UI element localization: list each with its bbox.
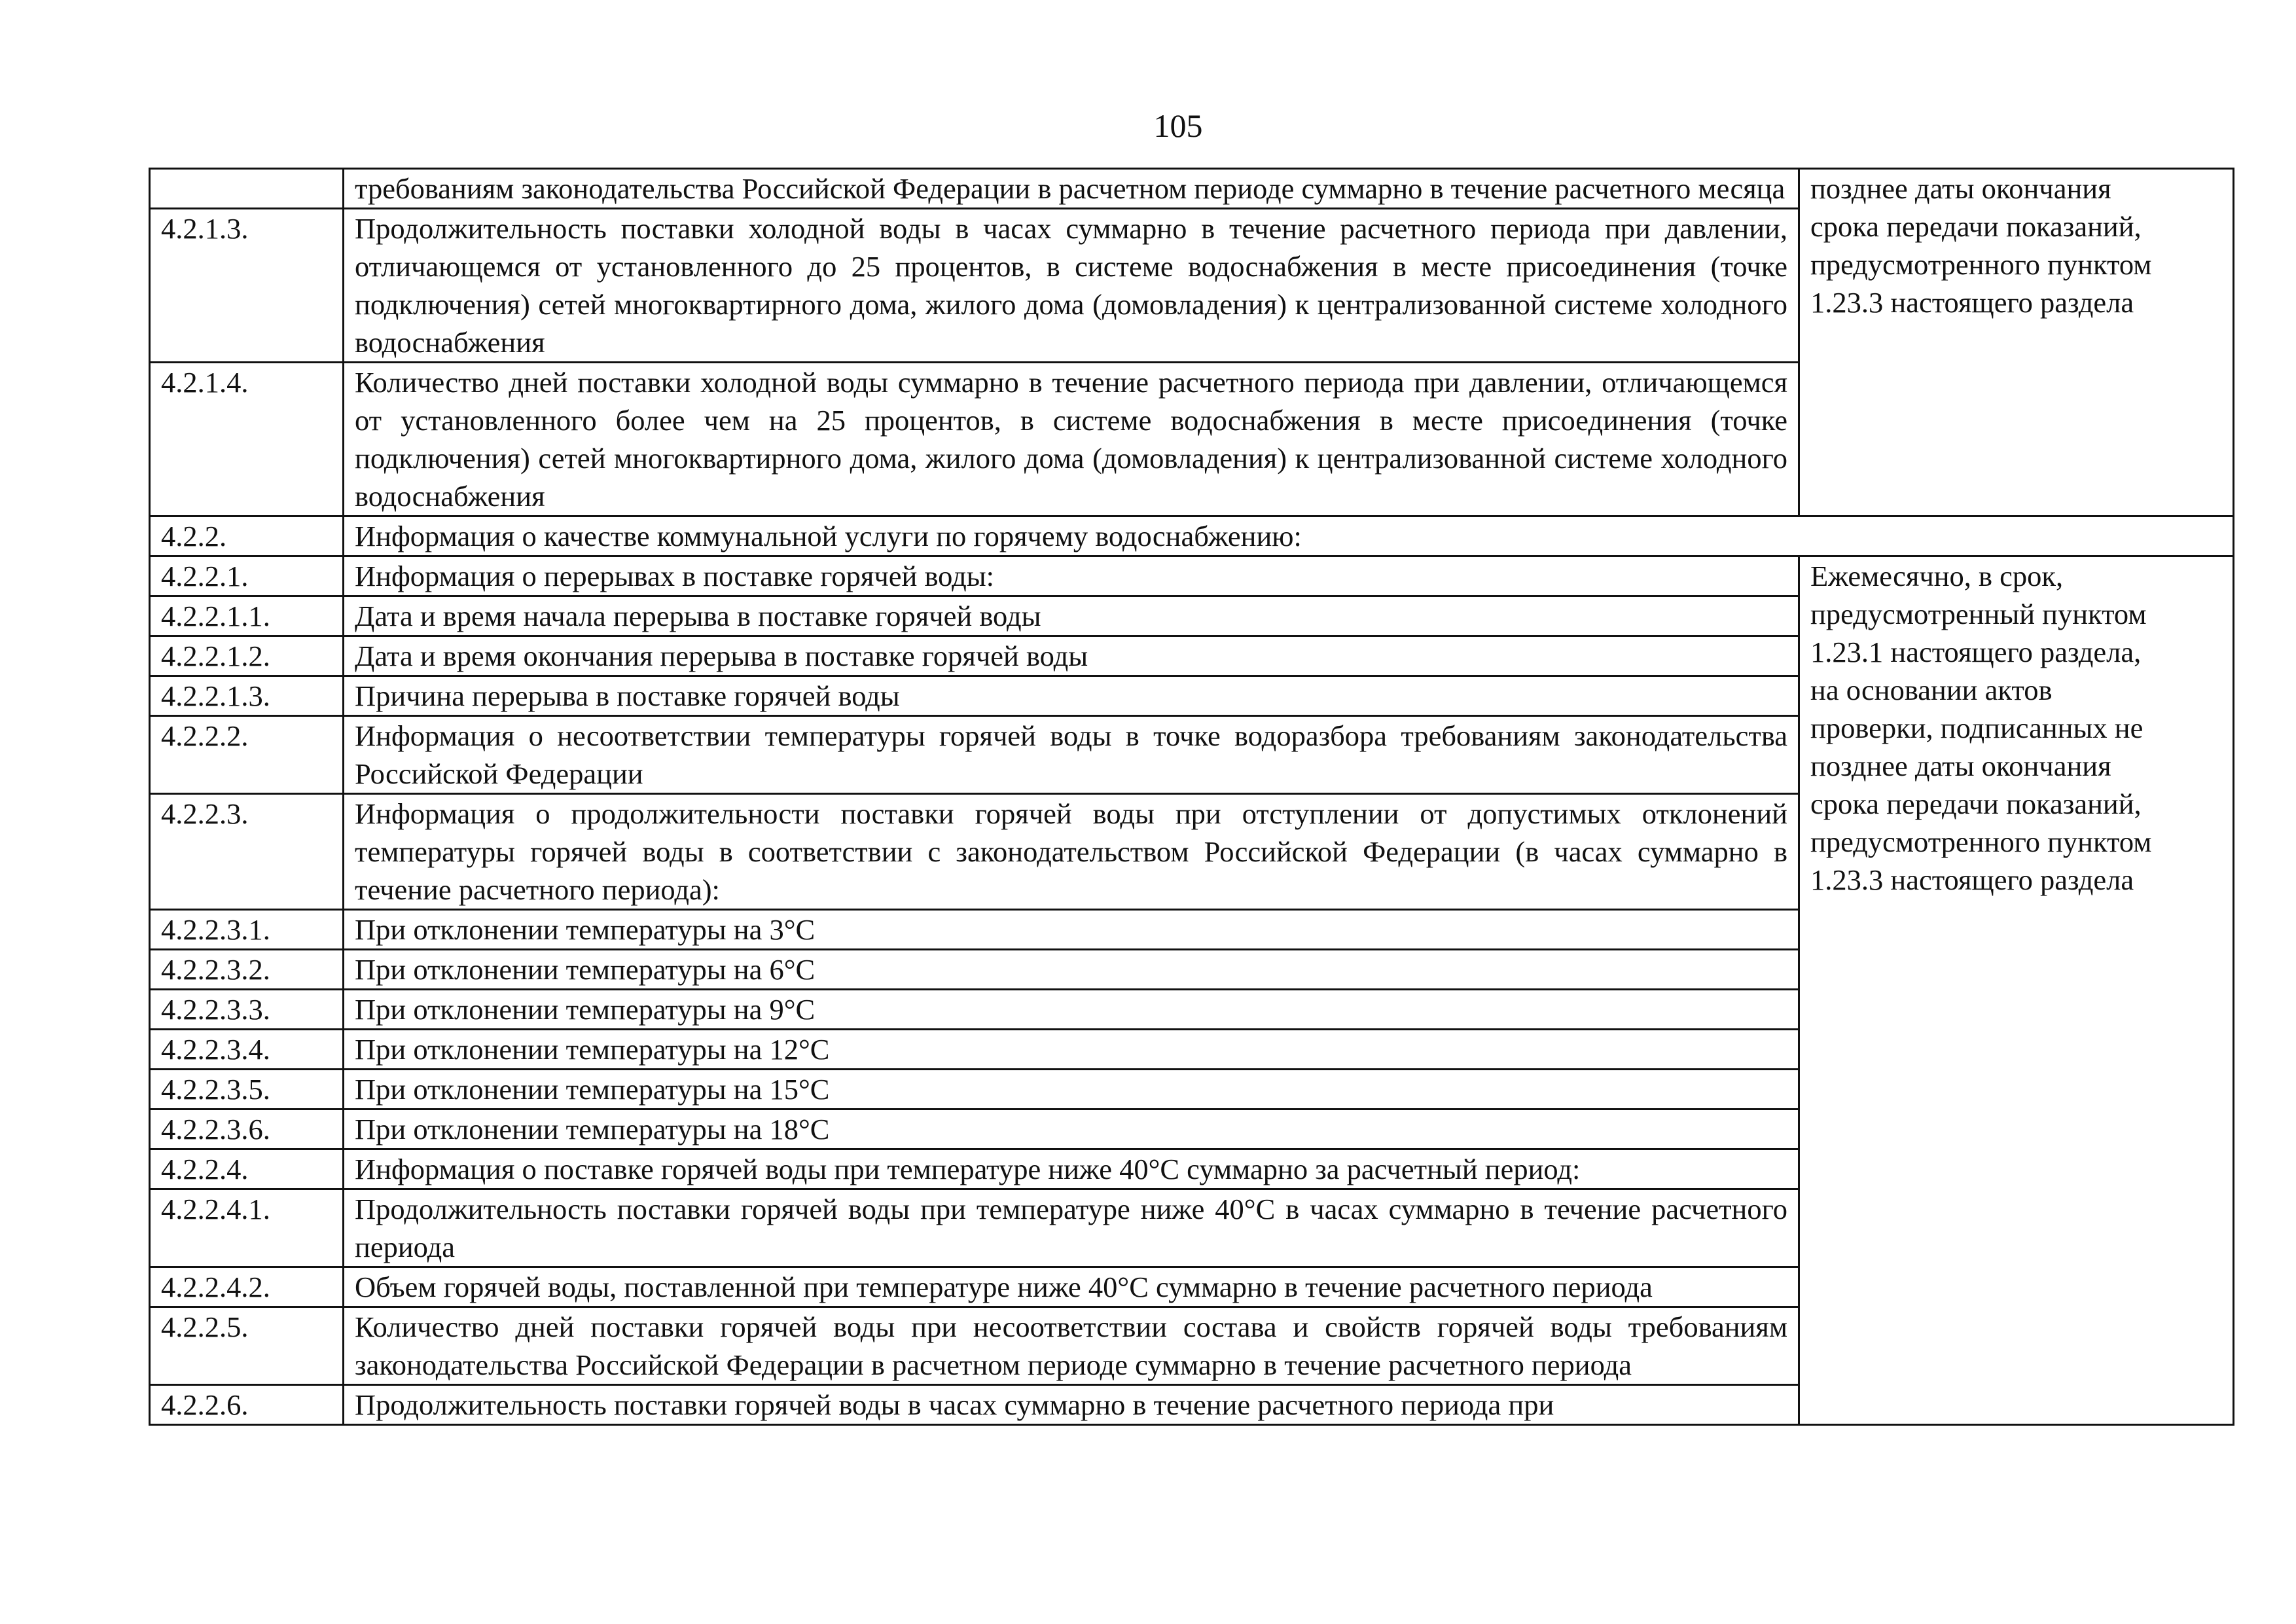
- note-line: 1.23.3 настоящего раздела: [1810, 863, 2134, 896]
- note-line: позднее даты окончания: [1810, 172, 2111, 205]
- requirements-table: [149, 168, 2234, 1426]
- row-number: 4.2.2.6.: [150, 1385, 344, 1425]
- note-line: позднее даты окончания: [1810, 749, 2111, 782]
- row-number: 4.2.2.2.: [150, 716, 344, 794]
- row-number: 4.2.2.4.2.: [150, 1267, 344, 1307]
- row-text: При отклонении температуры на 12°С: [344, 1030, 1799, 1070]
- row-number: 4.2.2.3.6.: [150, 1110, 344, 1149]
- row-text: Информация о поставке горячей воды при температуре ниже 40°С суммарно за расчетный период:: [344, 1149, 1799, 1189]
- row-text: При отклонении температуры на 9°С: [344, 990, 1799, 1030]
- deadline-note-second: [1799, 556, 2234, 1425]
- deadline-note-first: [1799, 169, 2234, 516]
- row-number: 4.2.2.3.1.: [150, 910, 344, 950]
- row-number: 4.2.2.3.4.: [150, 1030, 344, 1070]
- note-line: срока передачи показаний,: [1810, 210, 2142, 243]
- row-text: Информация о продолжительности поставки горячей воды при отступлении от допустимых отклонений температуры горячей воды в соответствии с законодательством Российской Федерации (в часах суммарно в течение расчетного периода):: [344, 794, 1799, 910]
- table-row: [150, 516, 2234, 556]
- row-text: Продолжительность поставки горячей воды в часах суммарно в течение расчетного периода при: [344, 1385, 1799, 1425]
- row-number: 4.2.2.1.: [150, 556, 344, 596]
- table-row: [150, 556, 2234, 596]
- row-number: 4.2.2.4.: [150, 1149, 344, 1189]
- row-number: 4.2.2.5.: [150, 1307, 344, 1385]
- row-text: Дата и время начала перерыва в поставке горячей воды: [344, 596, 1799, 636]
- row-text: Количество дней поставки горячей воды при несоответствии состава и свойств горячей воды требованиям законодательства Российской Федерации в расчетном периоде суммарно в течение расчетного периода: [344, 1307, 1799, 1385]
- row-text: Причина перерыва в поставке горячей воды: [344, 676, 1799, 716]
- row-number: 4.2.1.4.: [150, 363, 344, 516]
- note-line: 1.23.3 настоящего раздела: [1810, 286, 2134, 319]
- row-number: 4.2.2.4.1.: [150, 1189, 344, 1267]
- row-text: При отклонении температуры на 15°С: [344, 1070, 1799, 1110]
- row-text: Продолжительность поставки холодной воды в часах суммарно в течение расчетного периода при давлении, отличающемся от установленного до 25 процентов, в системе водоснабжения в месте присоединения (точке подключения) сетей многоквартирного дома, жилого дома (домовладения) к централизованной системе холодного водоснабжения: [344, 209, 1799, 363]
- row-number: 4.2.2.3.3.: [150, 990, 344, 1030]
- row-text: При отклонении температуры на 6°С: [344, 950, 1799, 990]
- row-number: 4.2.2.: [150, 516, 344, 556]
- row-text: требованиям законодательства Российской Федерации в расчетном периоде суммарно в течение расчетного месяца: [344, 169, 1799, 209]
- row-text: Дата и время окончания перерыва в поставке горячей воды: [344, 636, 1799, 676]
- row-text: Информация о перерывах в поставке горячей воды:: [344, 556, 1799, 596]
- row-text: Количество дней поставки холодной воды суммарно в течение расчетного периода при давлении, отличающемся от установленного более чем на 25 процентов, в системе водоснабжения в месте присоединения (точке подключения) сетей многоквартирного дома, жилого дома (домовладения) к централизованной системе холодного водоснабжения: [344, 363, 1799, 516]
- note-line: 1.23.1 настоящего раздела,: [1810, 636, 2142, 668]
- note-line: предусмотренный пунктом: [1810, 598, 2147, 630]
- row-text: Информация о качестве коммунальной услуги по горячему водоснабжению:: [344, 516, 2234, 556]
- row-text: При отклонении температуры на 18°С: [344, 1110, 1799, 1149]
- note-line: на основании актов: [1810, 674, 2053, 706]
- table-row: [150, 169, 2234, 209]
- row-number: 4.2.2.3.2.: [150, 950, 344, 990]
- row-number: 4.2.1.3.: [150, 209, 344, 363]
- row-text: При отклонении температуры на 3°С: [344, 910, 1799, 950]
- row-number: 4.2.2.1.3.: [150, 676, 344, 716]
- row-number: 4.2.2.3.: [150, 794, 344, 910]
- row-number: 4.2.2.1.2.: [150, 636, 344, 676]
- note-line: предусмотренного пунктом: [1810, 825, 2152, 858]
- note-line: срока передачи показаний,: [1810, 787, 2142, 820]
- row-number: [150, 169, 344, 209]
- row-number: 4.2.2.1.1.: [150, 596, 344, 636]
- row-text: Объем горячей воды, поставленной при температуре ниже 40°С суммарно в течение расчетного периода: [344, 1267, 1799, 1307]
- note-line: проверки, подписанных не: [1810, 712, 2144, 744]
- row-text: Продолжительность поставки горячей воды при температуре ниже 40°С в часах суммарно в течение расчетного периода: [344, 1189, 1799, 1267]
- note-line: предусмотренного пунктом: [1810, 248, 2152, 281]
- page-number: 105: [1153, 107, 1203, 144]
- row-number: 4.2.2.3.5.: [150, 1070, 344, 1110]
- note-line: Ежемесячно, в срок,: [1810, 560, 2064, 592]
- row-text: Информация о несоответствии температуры горячей воды в точке водоразбора требованиям законодательства Российской Федерации: [344, 716, 1799, 794]
